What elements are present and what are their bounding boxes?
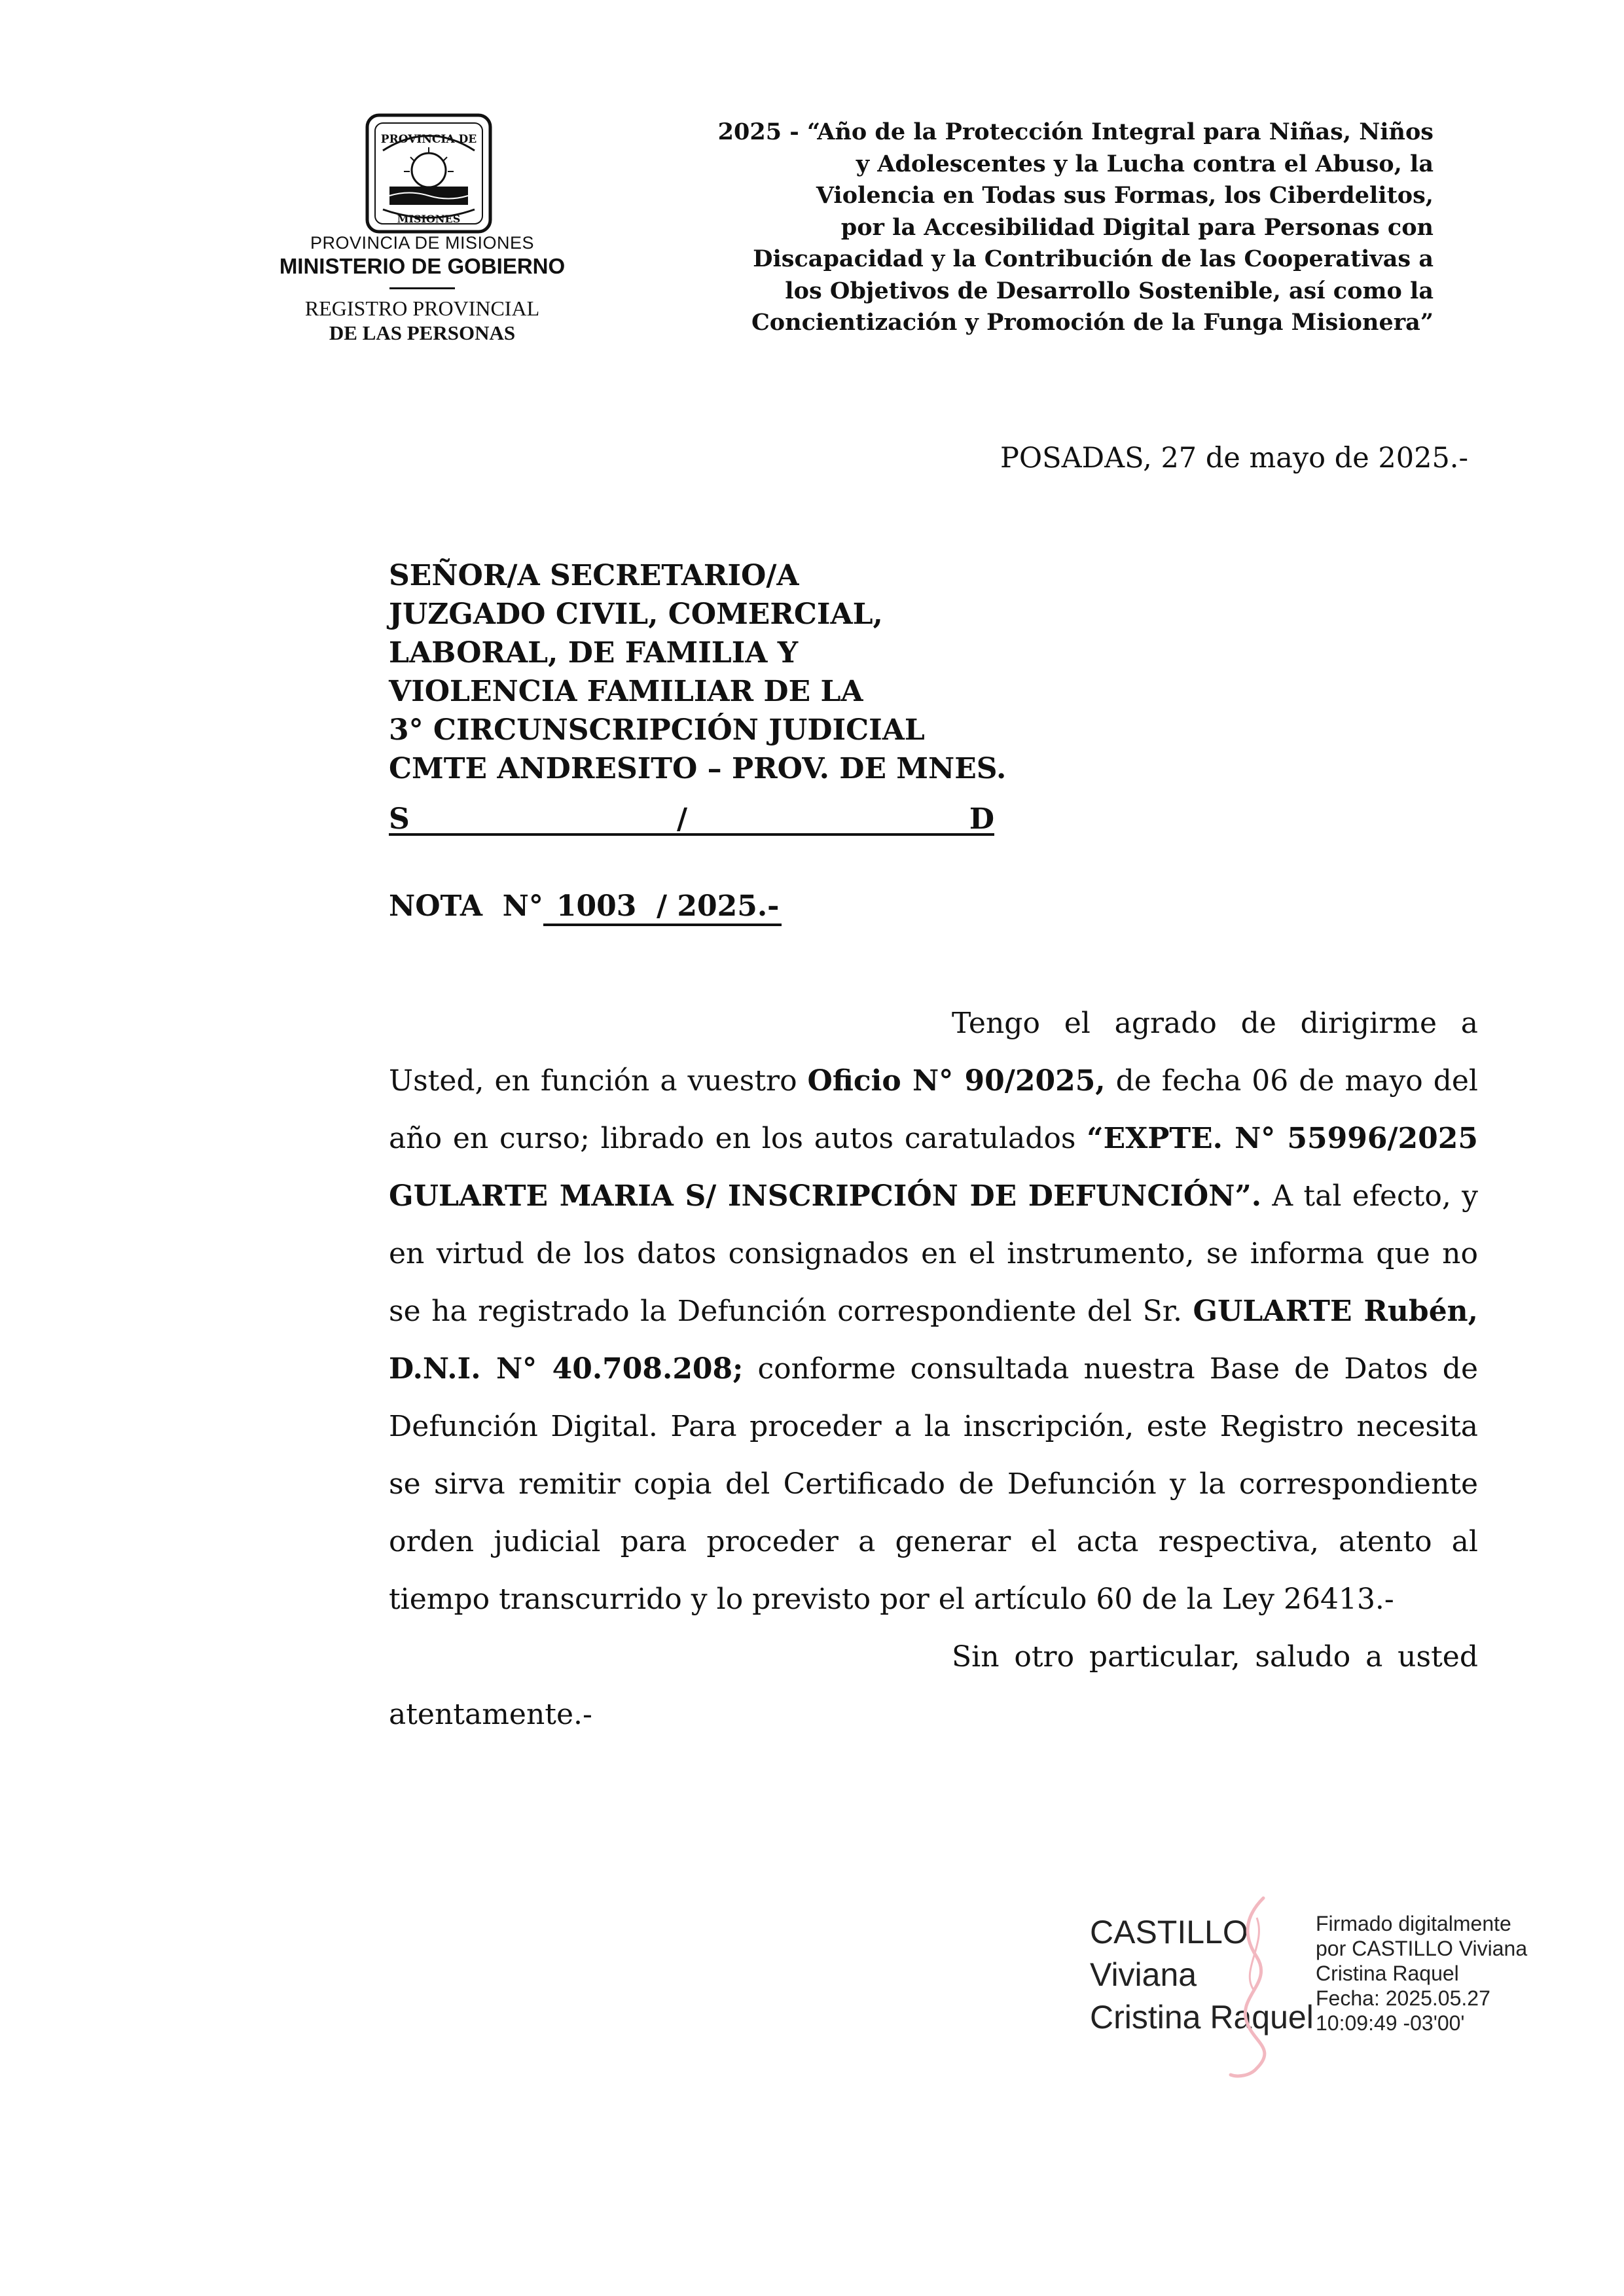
motto-line: y Adolescentes y la Lucha contra el Abuso, la (856, 150, 1434, 177)
motto-line: 2025 - “Año de la Protección Integral para Niñas, Niños (717, 118, 1434, 145)
sd-s: S (389, 802, 410, 836)
signature-meta-line: por CASTILLO Viviana (1316, 1937, 1528, 1960)
body-paragraph-2: Sin otro particular, saludo a usted atentamente.- (389, 1640, 1478, 1731)
motto-line: Violencia en Todas sus Formas, los Ciberdelitos, (816, 182, 1434, 209)
sd-underline (389, 794, 994, 836)
signature-meta-line: Firmado digitalmente (1316, 1912, 1511, 1935)
body-text: A tal efecto, y en virtud de los datos consignados en el instrumento, se informa que no se ha registrado la Defunción correspondiente del Sr. (389, 1179, 1478, 1328)
signer-name-line: Viviana (1090, 1956, 1197, 1993)
signer-name-line: CASTILLO (1090, 1914, 1248, 1950)
addressee-line: CMTE ANDRESITO – PROV. DE MNES. (389, 752, 1007, 785)
signer-name-line: Cristina Raquel (1090, 1999, 1314, 2036)
motto-line: Discapacidad y la Contribución de las Cooperativas a (753, 245, 1434, 272)
logo-text-top: PROVINCIA DE (380, 133, 477, 146)
motto-line: Concientización y Promoción de la Funga Misionera” (751, 309, 1434, 336)
letter-date: POSADAS, 27 de mayo de 2025.- (1000, 442, 1468, 475)
registry-name-line2: DE LAS PERSONAS (329, 321, 516, 344)
year-motto (628, 117, 1434, 339)
body-text: de fecha 06 de mayo del año en curso; librado en los autos caratulados (389, 1064, 1479, 1155)
province-coat-of-arms-logo (363, 111, 494, 236)
header-divider (389, 287, 455, 289)
note-number-value: 1003 / 2025.- (543, 889, 782, 926)
signature-meta-line: Fecha: 2025.05.27 (1316, 1986, 1490, 2010)
sd-slash: / (677, 802, 688, 836)
addressee-line: JUZGADO CIVIL, COMERCIAL, (389, 598, 883, 631)
addressee-line: 3° CIRCUNSCRIPCIÓN JUDICIAL (389, 713, 925, 747)
digital-signature-mark-icon (1218, 1892, 1283, 2081)
body-text: Tengo el agrado de dirigirme a Usted, en función a vuestro (389, 1007, 1478, 1098)
sd-d: D (969, 802, 994, 836)
signature-meta-line: Cristina Raquel (1316, 1962, 1459, 1985)
case-file-reference: “EXPTE. N° 55996/2025 GULARTE MARIA S/ INSCRIPCIÓN DE DEFUNCIÓN”. (389, 1122, 1478, 1213)
signature-metadata (1316, 1911, 1527, 2036)
signature-meta-line: 10:09:49 -03'00' (1316, 2011, 1465, 2035)
addressee-line: VIOLENCIA FAMILIAR DE LA (389, 675, 863, 708)
body-text: conforme consultada nuestra Base de Datos de Defunción Digital. Para proceder a la inscripción, este Registro necesita se sirva remitir copia del Certificado de Defunción y la correspondiente orden judicial para proceder a generar el acta respectiva, atento al tiempo transcurrido y lo previsto por el artículo 60 de la Ley 26413.- (389, 1352, 1478, 1616)
ministry-name: MINISTERIO DE GOBIERNO (279, 254, 566, 278)
note-label: NOTA N° (389, 889, 543, 923)
motto-line: los Objetivos de Desarrollo Sostenible, así como la (785, 277, 1434, 304)
registry-name-line1: REGISTRO PROVINCIAL (304, 296, 540, 320)
motto-line: por la Accesibilidad Digital para Personas con (840, 213, 1434, 241)
person-reference: GULARTE Rubén, D.N.I. N° 40.708.208; (389, 1295, 1478, 1386)
note-number (389, 887, 782, 926)
logo-text-bottom: MISIONES (397, 213, 461, 225)
ministry-header (216, 232, 628, 346)
addressee-block (389, 556, 1006, 788)
addressee-line: SEÑOR/A SECRETARIO/A (389, 559, 799, 592)
letter-body (389, 995, 1478, 1744)
oficio-reference: Oficio N° 90/2025, (807, 1064, 1106, 1098)
addressee-line: LABORAL, DE FAMILIA Y (389, 636, 799, 670)
province-name: PROVINCIA DE MISIONES (310, 233, 535, 253)
body-paragraph-1 (389, 995, 1478, 1628)
